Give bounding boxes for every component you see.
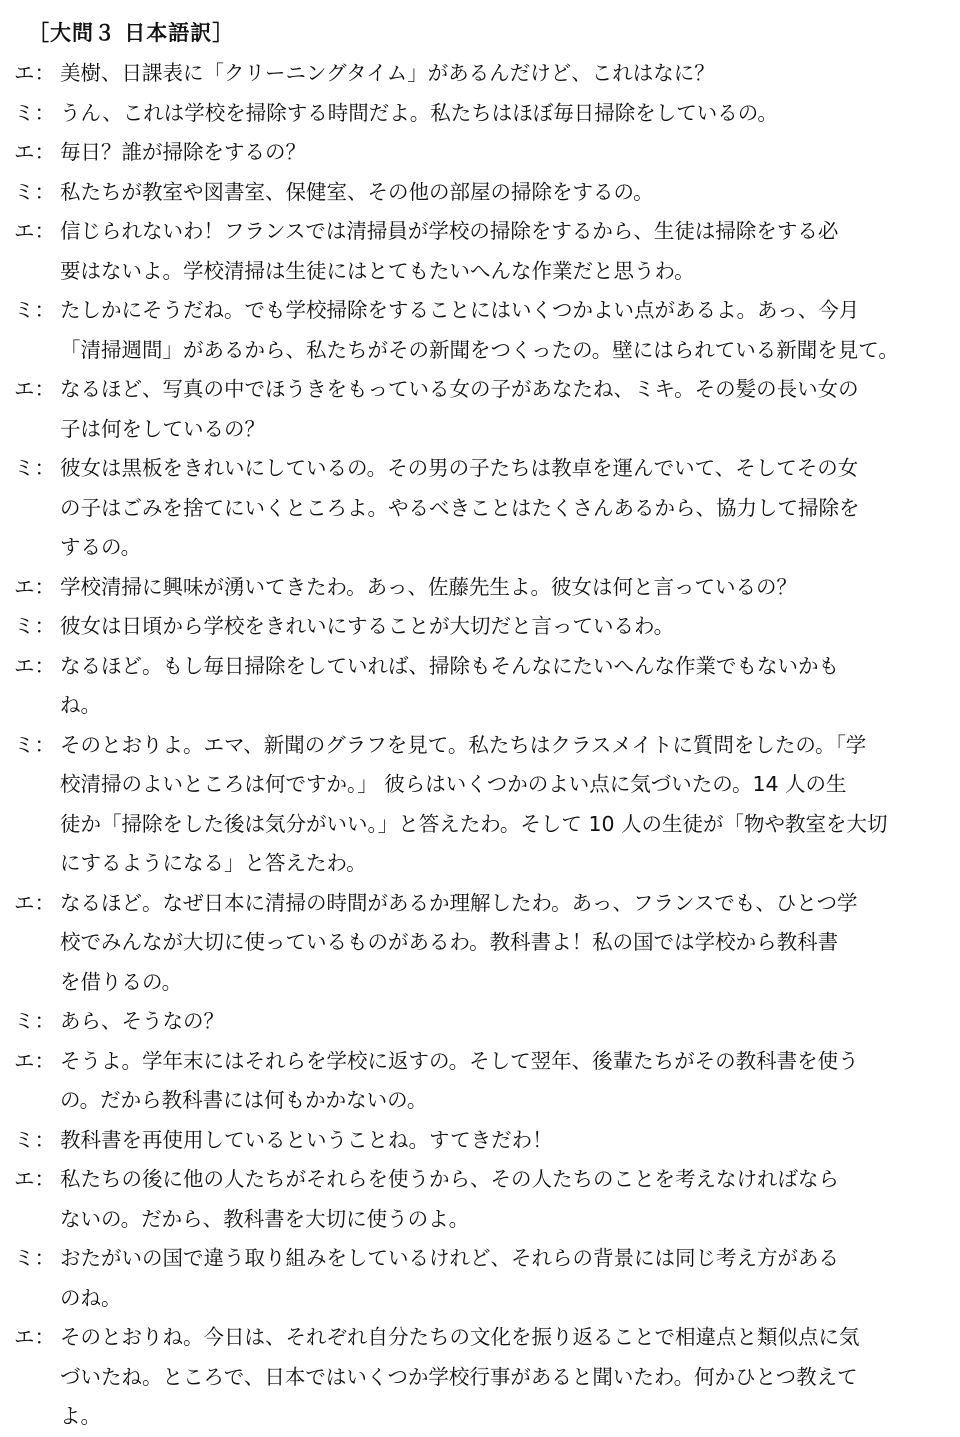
section-heading: ［大問３ 日本語訳］ — [28, 21, 235, 45]
speech-line: ないの。だから、教科書を大切に使うのよ。 — [60, 1206, 470, 1231]
speaker-label: エ： — [14, 1048, 55, 1073]
dialogue-turn — [14, 1318, 948, 1437]
speech-line: そうよ。学年末にはそれらを学校に返すの。そして翌年、後輩たちがその教科書を使う — [60, 1048, 859, 1073]
dialogue-turn — [14, 568, 948, 608]
speaker-label: ミ： — [14, 100, 55, 125]
dialogue-turn — [14, 1160, 948, 1239]
speaker-label: ミ： — [14, 456, 55, 480]
speaker-label: ミ： — [14, 179, 55, 204]
speaker-label: エ： — [14, 653, 55, 678]
speech-text — [60, 1160, 948, 1239]
dialogue-turn — [14, 1121, 948, 1161]
speech-line: にするようになる」と答えたわ。 — [60, 851, 367, 875]
speaker-label: ミ： — [14, 614, 55, 638]
speech-text — [60, 1002, 948, 1042]
speaker-label: ミ： — [14, 1009, 55, 1033]
speech-text — [60, 647, 948, 726]
speech-line: 子は何をしているの？ — [60, 416, 265, 441]
speech-line: 「清掃週間」があるから、私たちがその新聞をつくったの。壁にはられている新聞を見て。 — [60, 337, 899, 362]
speech-line: あら、そうなの？ — [60, 1009, 224, 1033]
speech-line: そのとおりよ。エマ、新聞のグラフを見て。私たちはクラスメイトに質問をしたの。「学 — [60, 732, 867, 757]
dialogue-transcript — [14, 54, 948, 1437]
speech-text — [60, 1239, 948, 1318]
speaker-label: ミ： — [14, 1127, 55, 1152]
speech-line: の。だから教科書には何もかかないの。 — [60, 1088, 428, 1112]
speech-text — [60, 370, 948, 449]
speech-text — [60, 1042, 948, 1121]
speech-line: なるほど。もし毎日掃除をしていれば、掃除もそんなにたいへんな作業でもないかも — [60, 653, 839, 678]
speaker-label: エ： — [14, 574, 55, 599]
speech-line: 私たちが教室や図書室、保健室、その他の部屋の掃除をするの。 — [60, 179, 654, 204]
speech-line: よ。 — [60, 1404, 101, 1428]
speech-line: 校清掃のよいところは何ですか。」 彼らはいくつかのよい点に気づいたの。14 人の生 — [60, 772, 847, 796]
dialogue-turn — [14, 94, 948, 134]
speech-line: づいたね。ところで、日本ではいくつか学校行事があると聞いたわ。何かひとつ教えて — [60, 1364, 858, 1389]
dialogue-turn — [14, 726, 948, 884]
dialogue-turn — [14, 212, 948, 291]
speaker-label: エ： — [14, 377, 55, 401]
speech-line: 要はないよ。学校清掃は生徒にはとてもたいへんな作業だと思うわ。 — [60, 258, 695, 283]
speech-text — [60, 726, 948, 884]
speech-line: 信じられないわ！フランスでは清掃員が学校の掃除をするから、生徒は掃除をする必 — [60, 219, 839, 243]
speech-line: 教科書を再使用しているということね。すてきだわ！ — [60, 1127, 553, 1152]
speech-text — [60, 291, 948, 370]
speech-line: ね。 — [60, 693, 101, 717]
speech-line: なるほど。なぜ日本に清掃の時間があるか理解したわ。あっ、フランスでも、ひとつ学 — [60, 890, 858, 915]
speaker-label: ミ： — [14, 732, 55, 757]
speaker-label: エ： — [14, 140, 55, 164]
dialogue-turn — [14, 1002, 948, 1042]
speech-text — [60, 449, 948, 568]
speech-text — [60, 94, 948, 134]
speech-text — [60, 1318, 948, 1437]
speech-line: 徒か「掃除をした後は気分がいい。」と答えたわ。そして 10 人の生徒が「物や教室を大切 — [60, 811, 888, 836]
dialogue-turn — [14, 1239, 948, 1318]
speech-text — [60, 1121, 948, 1161]
dialogue-turn — [14, 1042, 948, 1121]
speech-text — [60, 173, 948, 213]
dialogue-turn — [14, 449, 948, 568]
speech-line: 彼女は黒板をきれいにしているの。その男の子たちは教卓を運んでいて、そしてその女 — [60, 456, 859, 480]
speaker-label: エ： — [14, 61, 55, 85]
speech-line: うん、これは学校を掃除する時間だよ。私たちはほぼ毎日掃除をしているの。 — [60, 100, 778, 125]
speaker-label: エ： — [14, 890, 55, 915]
dialogue-turn — [14, 173, 948, 213]
dialogue-turn — [14, 54, 948, 94]
speech-line: を借りるの。 — [60, 969, 183, 994]
speaker-label: ミ： — [14, 298, 55, 322]
dialogue-turn — [14, 607, 948, 647]
dialogue-turn — [14, 884, 948, 1003]
speech-line: 美樹、日課表に「クリーニングタイム」があるんだけど、これはなに？ — [60, 61, 715, 85]
dialogue-turn — [14, 133, 948, 173]
speech-text — [60, 133, 948, 173]
speech-text — [60, 212, 948, 291]
speech-line: 私たちの後に他の人たちがそれらを使うから、その人たちのことを考えなければなら — [60, 1167, 839, 1191]
speech-line: 校でみんなが大切に使っているものがあるわ。教科書よ！私の国では学校から教科書 — [60, 930, 839, 954]
speech-line: なるほど、写真の中でほうきをもっている女の子があなたね、ミキ。その髪の長い女の — [60, 377, 859, 401]
speaker-label: エ： — [14, 1167, 55, 1191]
speech-line: するの。 — [60, 535, 142, 559]
speech-text — [60, 607, 948, 647]
speech-line: そのとおりね。今日は、それぞれ自分たちの文化を振り返ることで相違点と類似点に気 — [60, 1325, 860, 1349]
speaker-label: エ： — [14, 219, 55, 243]
speech-line: たしかにそうだね。でも学校掃除をすることにはいくつかよい点があるよ。あっ、今月 — [60, 298, 860, 322]
speech-line: おたがいの国で違う取り組みをしているけれど、それらの背景には同じ考え方がある — [60, 1246, 839, 1270]
speech-line: 学校清掃に興味が湧いてきたわ。あっ、佐藤先生よ。彼女は何と言っているの？ — [60, 574, 797, 599]
dialogue-turn — [14, 647, 948, 726]
speaker-label: ミ： — [14, 1246, 55, 1270]
speech-line: の子はごみを捨てにいくところよ。やるべきことはたくさんあるから、協力して掃除を — [60, 495, 860, 520]
speech-text — [60, 568, 948, 608]
speech-line: のね。 — [60, 1285, 122, 1310]
speech-line: 彼女は日頃から学校をきれいにすることが大切だと言っているわ。 — [60, 614, 675, 638]
speech-text — [60, 54, 948, 94]
dialogue-turn — [14, 291, 948, 370]
dialogue-turn — [14, 370, 948, 449]
speech-text — [60, 884, 948, 1003]
speech-line: 毎日？誰が掃除をするの？ — [60, 140, 306, 164]
speaker-label: エ： — [14, 1325, 55, 1349]
